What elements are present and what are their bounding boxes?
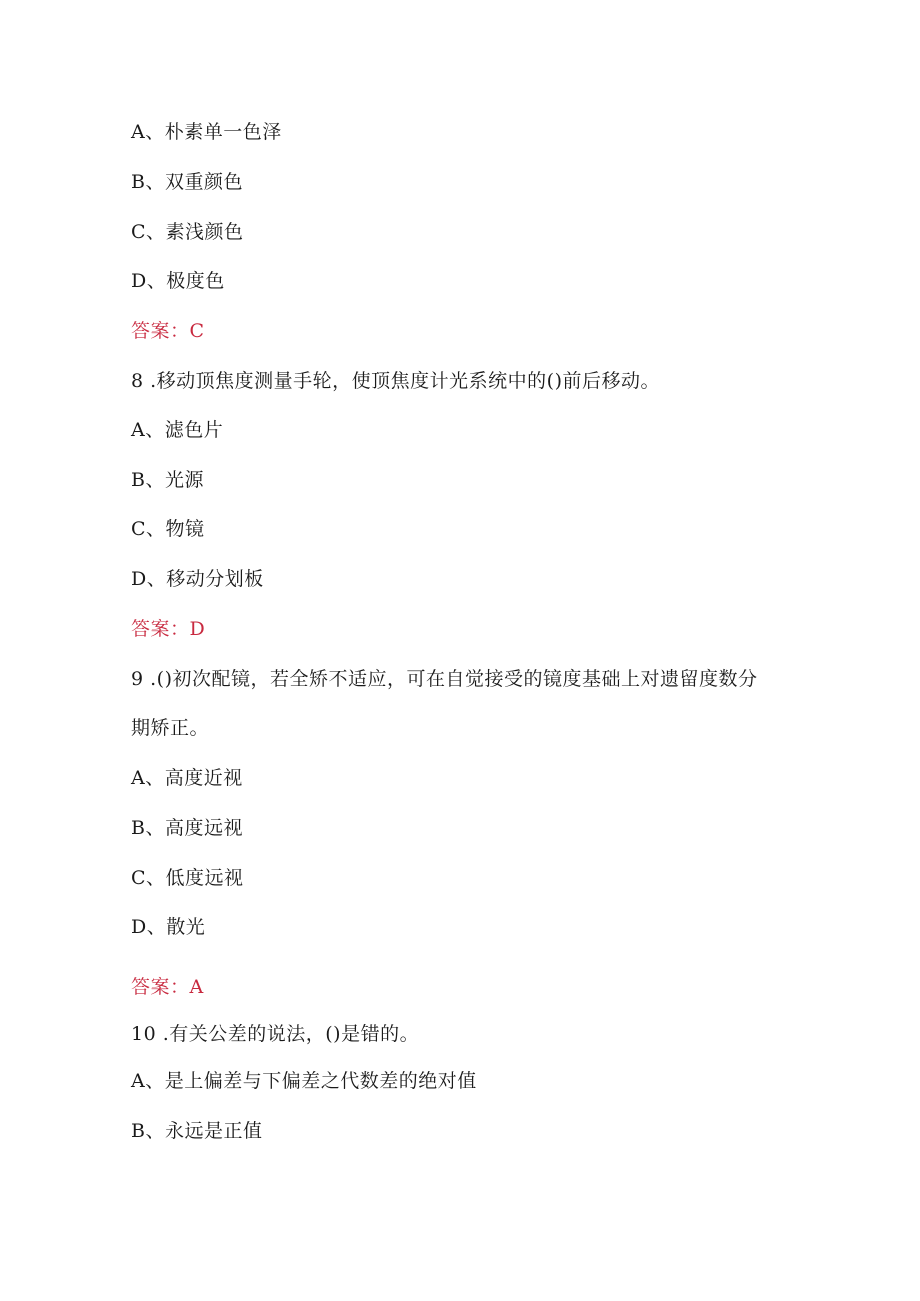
q10-option-b: B、永远是正值 [131, 1120, 263, 1142]
q9-stem-line2: 期矫正。 [131, 717, 210, 739]
q9-option-b: B、高度远视 [131, 817, 243, 839]
q8-option-b: B、光源 [131, 469, 204, 491]
q9-option-c: C、低度远视 [131, 867, 244, 889]
q8-option-a: A、滤色片 [131, 419, 224, 441]
q10-stem: 10 .有关公差的说法，()是错的。 [131, 1023, 420, 1045]
q9-answer: 答案：A [131, 976, 204, 998]
q9-option-a: A、高度近视 [131, 767, 243, 789]
q7-option-a: A、朴素单一色泽 [131, 121, 282, 143]
q8-answer: 答案：D [131, 618, 206, 640]
q7-option-d: D、极度色 [131, 270, 225, 292]
q8-option-d: D、移动分划板 [131, 568, 264, 590]
q8-option-c: C、物镜 [131, 518, 205, 540]
q7-answer: 答案：C [131, 320, 205, 342]
q8-stem: 8 .移动顶焦度测量手轮，使顶焦度计光系统中的()前后移动。 [131, 370, 660, 392]
q10-option-a: A、是上偏差与下偏差之代数差的绝对值 [131, 1070, 477, 1092]
q7-option-c: C、素浅颜色 [131, 221, 244, 243]
q7-option-b: B、双重颜色 [131, 171, 243, 193]
q9-option-d: D、散光 [131, 916, 206, 938]
q9-stem-line1: 9 .()初次配镜，若全矫不适应，可在自觉接受的镜度基础上对遗留度数分 [131, 668, 758, 690]
